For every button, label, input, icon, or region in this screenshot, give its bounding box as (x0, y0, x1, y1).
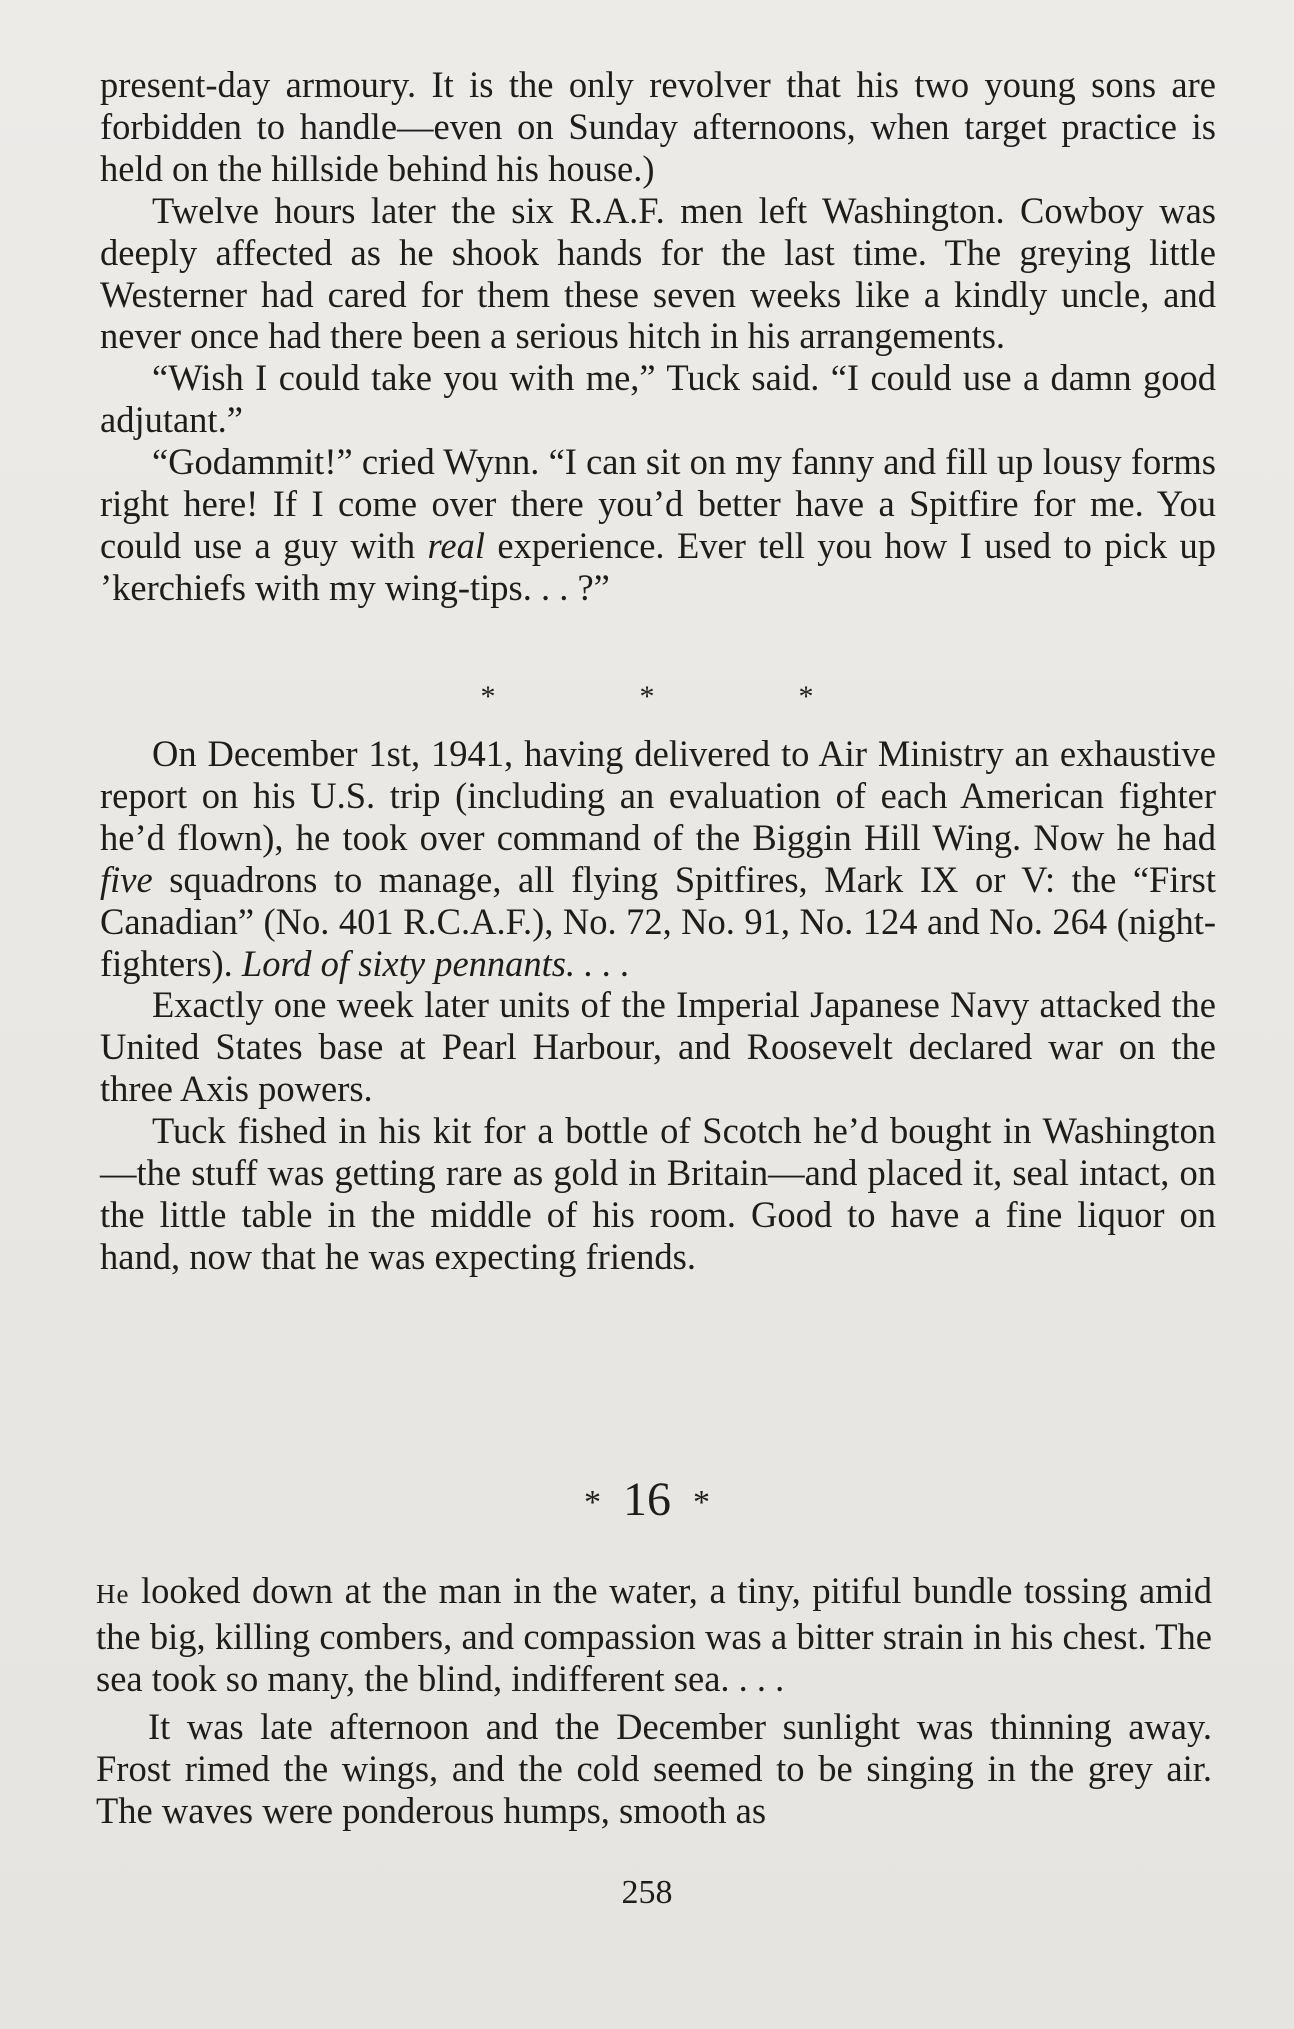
star-glyph: * (693, 1484, 710, 1521)
italic-word: five (100, 858, 153, 900)
italic-word: real (427, 524, 485, 566)
paragraph-text: “Godammit!” cried Wynn. “I can sit on my fanny and fill up lousy forms right here! If I come over there you’d better have a Spitfire for me. You could use a guy with (100, 441, 1216, 566)
paragraph: present-day armoury. It is the only revolver that his two young sons are forbidden to handle—even on Sunday afternoons, when target practice is held on the hillside behind his house.) (100, 64, 1216, 189)
text-section-2 (100, 733, 1216, 1278)
star-glyph: * (480, 680, 496, 713)
paragraph-text: squadrons to manage, all flying Spitfires, Mark IX or V: the “First Canadian” (No. 401 R.C.A.F.), No. 72, No. 91, No. 124 and No. 264 (night-fighters). (100, 858, 1216, 984)
paragraph: Exactly one week later units of the Imperial Japanese Navy attacked the United States base at Pearl Harbour, and Roosevelt declared war on the three Axis powers. (100, 984, 1216, 1110)
paragraph (100, 441, 1216, 609)
paragraph: It was late afternoon and the December sunlight was thinning away. Frost rimed the wings, and the cold seemed to be singing in the grey air. The waves were ponderous humps, smooth as (96, 1705, 1212, 1831)
paragraph: Tuck fished in his kit for a bottle of Scotch he’d bought in Washington—the stuff was getting rare as gold in Britain—and placed it, seal intact, on the little table in the middle of his room. Good to have a fine liquor on hand, now that he was expecting friends. (100, 1110, 1216, 1277)
chapter-number: 16 (623, 1473, 671, 1526)
paragraph: “Wish I could take you with me,” Tuck said. “I could use a damn good adjutant.” (100, 357, 1216, 441)
text-section-1 (100, 64, 1216, 609)
star-glyph: * (798, 680, 814, 713)
section-break-stars (0, 680, 1294, 714)
page-number: 258 (621, 1874, 673, 1911)
star-glyph: * (639, 680, 655, 713)
opening-small-caps: He (96, 1579, 130, 1609)
text-section-3 (96, 1570, 1212, 1831)
paragraph-text: On December 1st, 1941, having delivered to Air Ministry an exhaustive report on his U.S. trip (including an evaluation of each American fighter he’d flown), he took over command of the Biggin Hill Wing. Now he had (100, 733, 1216, 858)
paragraph (100, 733, 1216, 984)
star-glyph: * (584, 1484, 601, 1521)
paragraph-text: experience. Ever tell you how I used to pick up ’kerchiefs with my wing-tips. . . ?” (100, 524, 1216, 608)
paragraph: Twelve hours later the six R.A.F. men left Washington. Cowboy was deeply affected as he shook hands for the last time. The greying little Westerner had cared for them these seven weeks like a kindly uncle, and never once had there been a serious hitch in his arrangements. (100, 189, 1216, 357)
chapter-heading (0, 1472, 1294, 1527)
italic-phrase: Lord of sixty pennants. . . . (241, 942, 630, 984)
paragraph-text: looked down at the man in the water, a tiny, pitiful bundle tossing amid the big, killing combers, and compassion was a bitter strain in his chest. The sea took so many, the blind, indifferent sea. . . . (96, 1570, 1212, 1699)
paragraph (96, 1570, 1212, 1700)
